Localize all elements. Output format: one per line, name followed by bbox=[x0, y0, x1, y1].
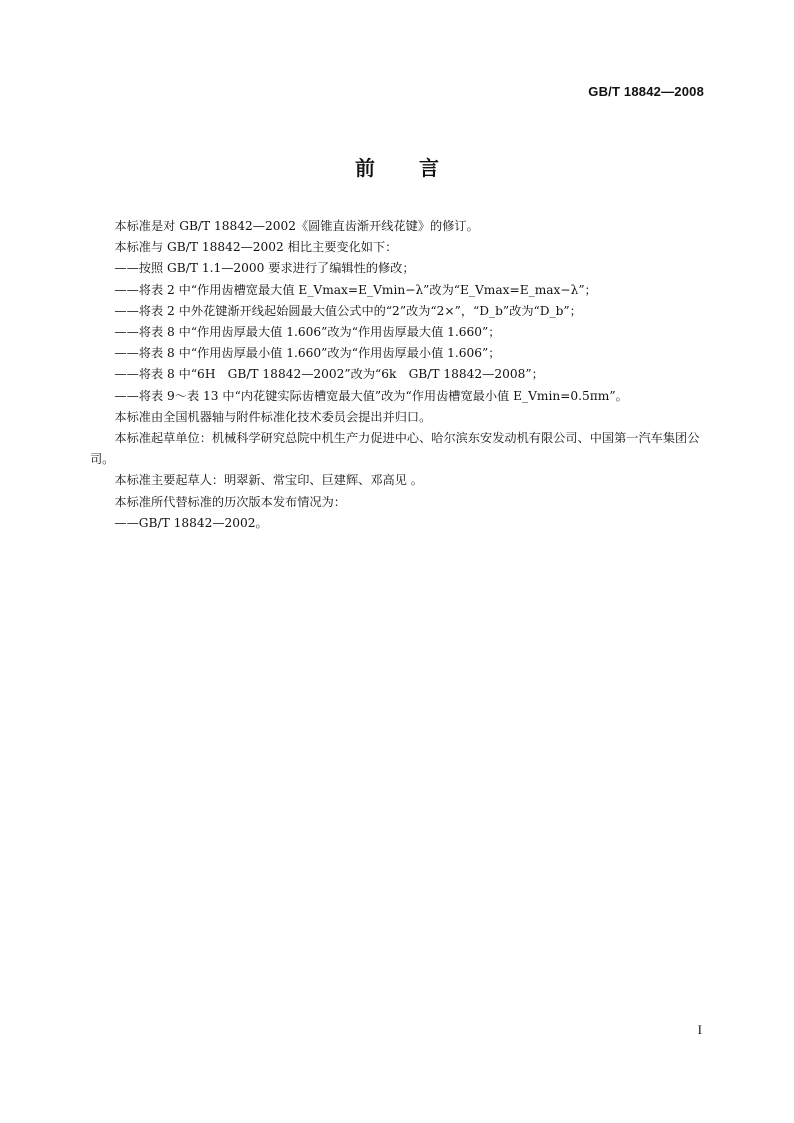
list-item: ——将表 8 中“作用齿厚最大值 1.606”改为“作用齿厚最大值 1.660”； bbox=[114, 325, 501, 340]
title-char-1: 前 bbox=[355, 156, 375, 180]
list-item: ——按照 GB/T 1.1—2000 要求进行了编辑性的修改； bbox=[114, 261, 415, 276]
list-item: ——将表 9～表 13 中“内花键实际齿槽宽最大值”改为“作用齿槽宽最小值 E_Vmin=0.5πm”。 bbox=[114, 388, 628, 403]
paragraph: 本标准起草单位：机械科学研究总院中机生产力促进中心、哈尔滨东安发动机有限公司、中国第一汽车集团公司。 bbox=[90, 431, 700, 467]
paragraph: 本标准由全国机器轴与附件标准化技术委员会提出并归口。 bbox=[114, 409, 432, 424]
foreword-body bbox=[90, 216, 706, 534]
list-item: ——将表 2 中外花键渐开线起始圆最大值公式中的“2”改为“2×”，“D_b”改为“D_b”； bbox=[114, 303, 582, 318]
standard-number: GB/T 18842—2008 bbox=[588, 84, 704, 99]
title-char-2: 言 bbox=[419, 156, 439, 180]
list-item: ——将表 2 中“作用齿槽宽最大值 E_Vmax=E_Vmin−λ”改为“E_Vmax=E_max−λ”； bbox=[114, 282, 597, 297]
paragraph: 本标准是对 GB/T 18842—2002《圆锥直齿渐开线花键》的修订。 bbox=[114, 219, 479, 233]
paragraph: 本标准主要起草人：明翠新、常宝印、巨建辉、邓高见 。 bbox=[114, 473, 423, 488]
paragraph: 本标准与 GB/T 18842—2002 相比主要变化如下： bbox=[114, 240, 398, 255]
page-title bbox=[0, 152, 794, 181]
list-item: ——将表 8 中“作用齿厚最小值 1.660”改为“作用齿厚最小值 1.606”； bbox=[114, 346, 501, 361]
list-item: ——GB/T 18842—2002。 bbox=[114, 515, 268, 530]
page-number: I bbox=[697, 1022, 702, 1037]
paragraph: 本标准所代替标准的历次版本发布情况为： bbox=[114, 494, 346, 509]
list-item: ——将表 8 中“6H GB/T 18842—2002”改为“6k GB/T 18842—2008”； bbox=[114, 367, 544, 382]
